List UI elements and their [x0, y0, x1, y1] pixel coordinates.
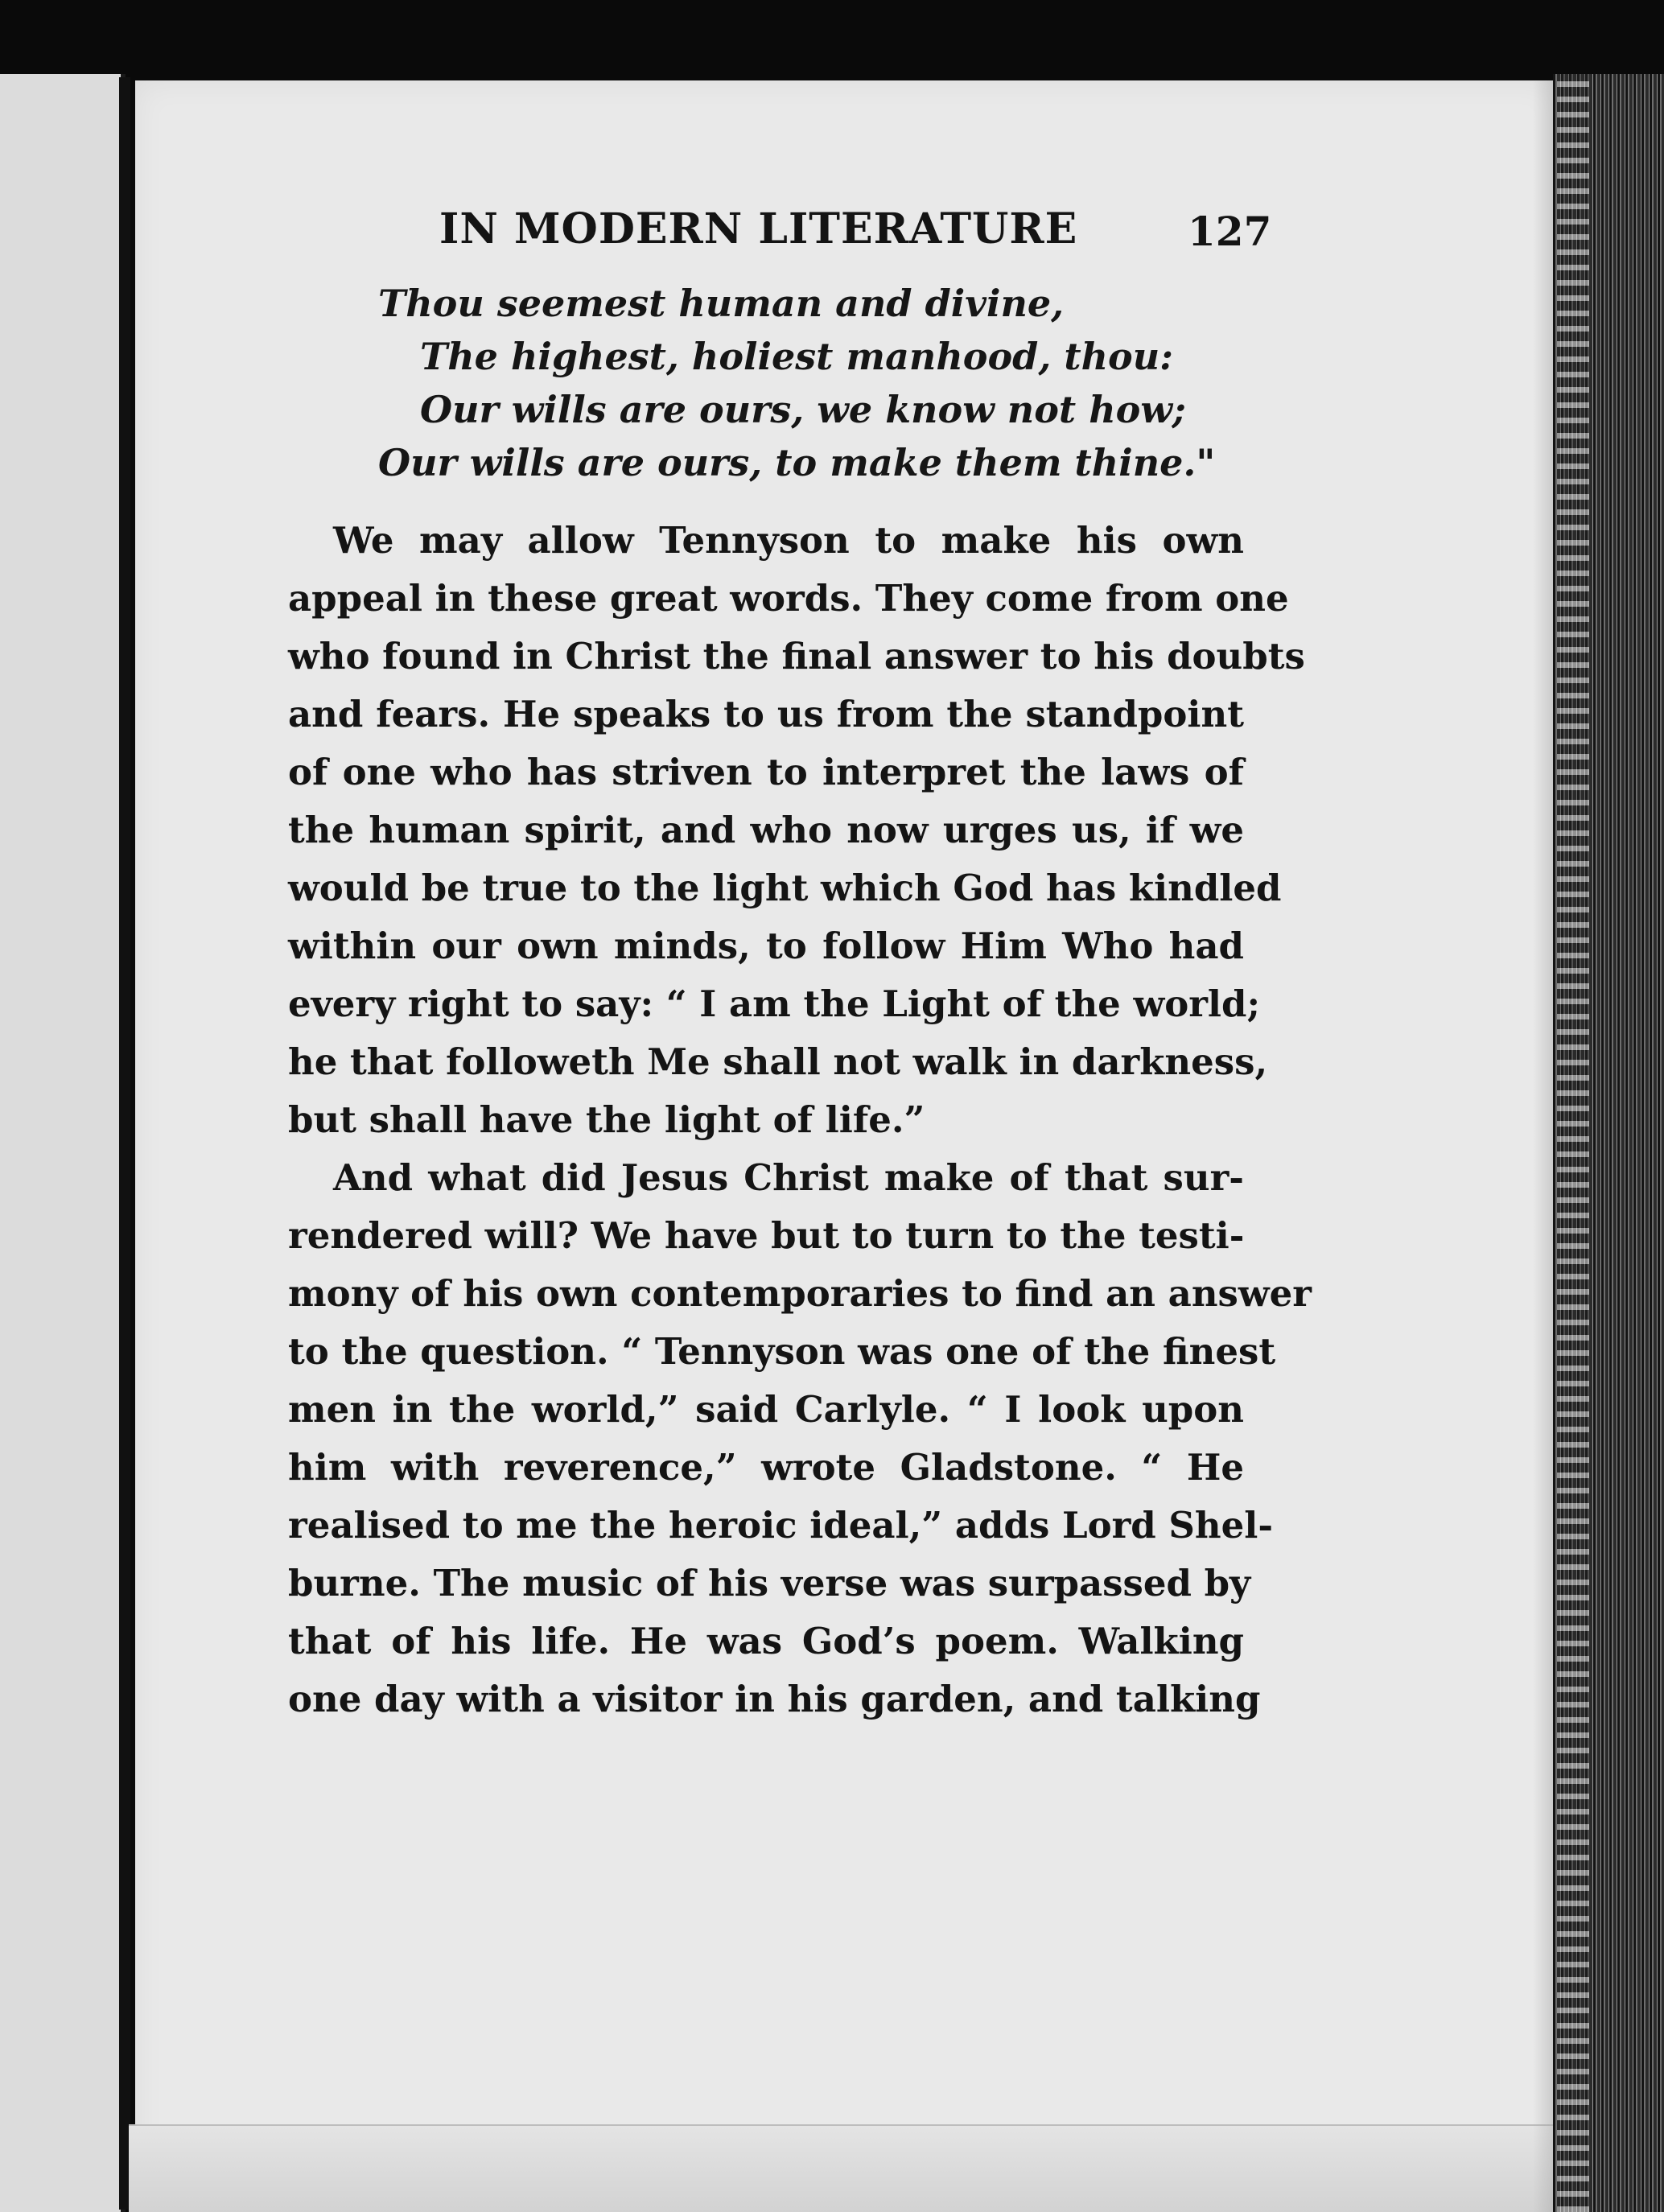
paragraph-1-line: We may allow Tennyson to make his own	[333, 519, 1244, 562]
paragraph-1-line: would be true to the light which God has kindled	[288, 867, 1282, 909]
paragraph-2-line: that of his life. He was God’s poem. Walking	[288, 1620, 1244, 1662]
paragraph-2-line: men in the world,” said Carlyle. “ I look upon	[288, 1388, 1244, 1431]
verse-line: Thou seemest human and divine,	[378, 282, 1065, 325]
paragraph-2-line: rendered will? We have but to turn to the testi-	[288, 1214, 1245, 1257]
running-head: IN MODERN LITERATURE	[439, 204, 1078, 253]
verse-line: Our wills are ours, to make them thine."	[378, 441, 1216, 484]
paragraph-2-line: one day with a visitor in his garden, and talking	[288, 1678, 1261, 1720]
previous-page-edge	[0, 74, 126, 2212]
gutter-shadow	[119, 77, 130, 2210]
paragraph-1-line: of one who has striven to interpret the laws of	[288, 751, 1244, 793]
verse-line: The highest, holiest manhood, thou:	[420, 335, 1174, 378]
paragraph-1-line: within our own minds, to follow Him Who had	[288, 925, 1244, 967]
paragraph-1-line: he that followeth Me shall not walk in darkness,	[288, 1040, 1268, 1083]
paragraph-2-line: burne. The music of his verse was surpassed by	[288, 1562, 1251, 1604]
paragraph-2-line: to the question. “ Tennyson was one of the finest	[288, 1330, 1276, 1373]
paragraph-2-line: realised to me the heroic ideal,” adds Lord Shel-	[288, 1504, 1274, 1547]
paragraph-2-line: him with reverence,” wrote Gladstone. “ He	[288, 1446, 1244, 1489]
paragraph-2-line: And what did Jesus Christ make of that sur-	[333, 1156, 1244, 1199]
paragraph-1-line: and fears. He speaks to us from the standpoint	[288, 693, 1244, 735]
verse-line: Our wills are ours, we know not how;	[420, 388, 1186, 431]
body-text	[288, 512, 1312, 1728]
paragraph-2-line: mony of his own contemporaries to find an answer	[288, 1272, 1312, 1315]
verse-quotation	[378, 277, 1215, 489]
page-number: 127	[1188, 208, 1272, 255]
book-fore-edge-texture	[1557, 74, 1589, 2212]
paragraph-1-line: the human spirit, and who now urges us, if we	[288, 809, 1244, 851]
paragraph-1-line: but shall have the light of life.”	[288, 1098, 925, 1141]
page-bottom-edge	[129, 2124, 1577, 2212]
paragraph-1-line: every right to say: “ I am the Light of the world;	[288, 982, 1261, 1025]
paragraph-1-line: who found in Christ the final answer to his doubts	[288, 635, 1305, 678]
paragraph-1-line: appeal in these great words. They come from one	[288, 577, 1289, 620]
